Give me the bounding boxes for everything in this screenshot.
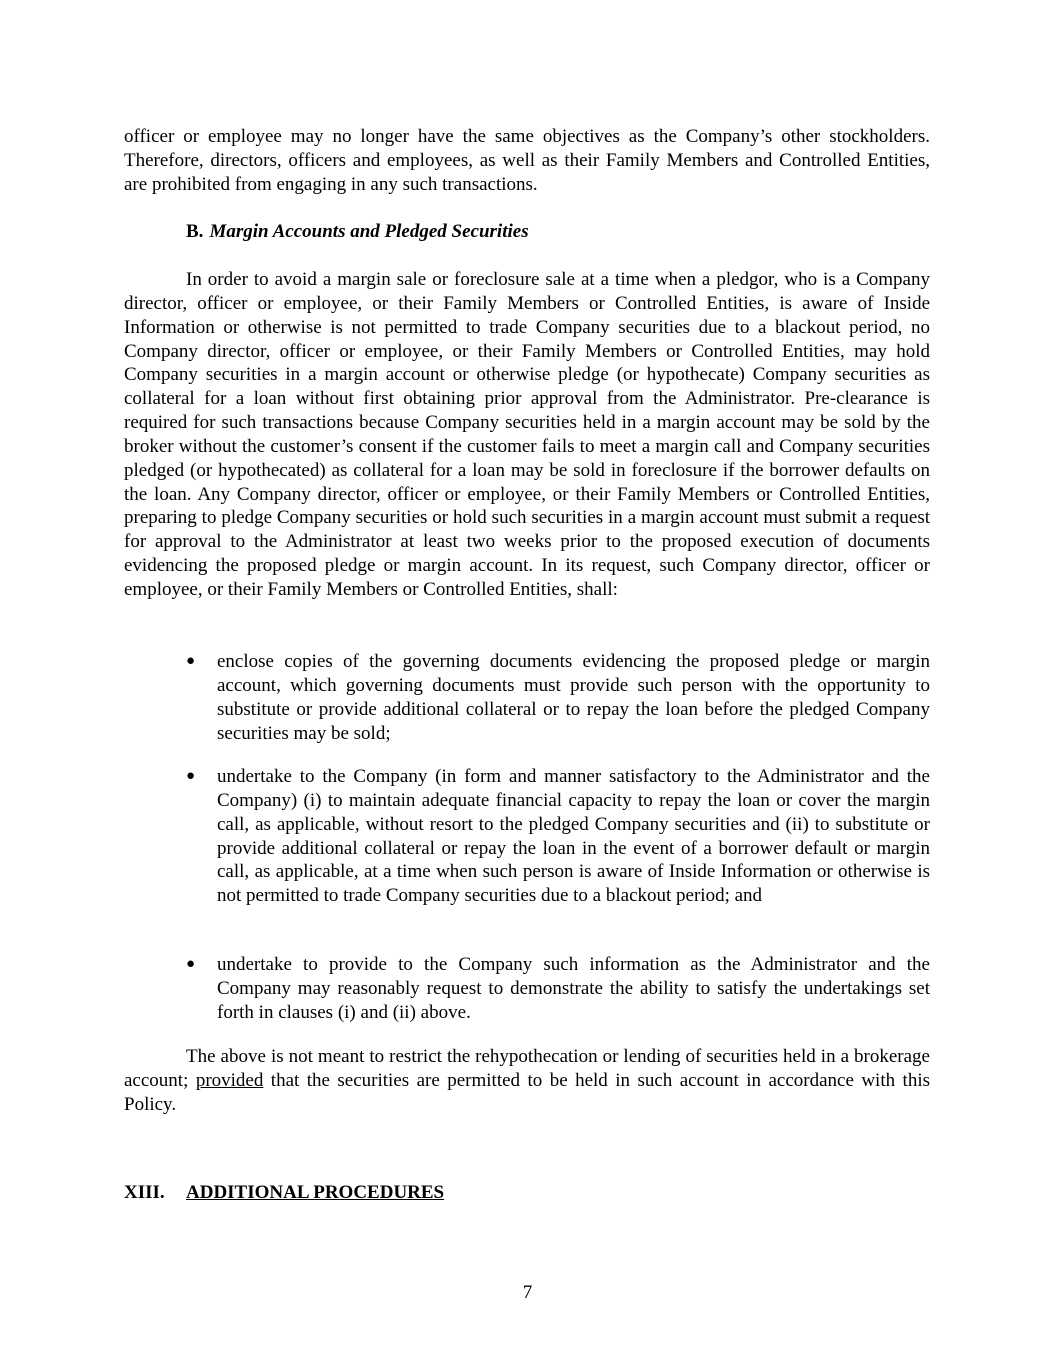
paragraph-rehypothecation — [124, 1045, 930, 1117]
bullet-text: undertake to provide to the Company such information as the Administrator and the Company may reasonably request to demonstrate the ability to satisfy the undertakings set forth in clauses (i) and (ii) above. — [217, 954, 930, 1023]
subsection-heading — [186, 220, 529, 244]
paragraph-continuation: officer or employee may no longer have the same objectives as the Company’s other stockholders. Therefore, directors, officers and employees, as well as their Family Members and Controlled Entities, are prohibited from engaging in any such transactions. — [124, 126, 930, 195]
provided-term: provided — [195, 1069, 264, 1091]
subsection-letter: B. — [186, 221, 204, 242]
bullet-text: undertake to the Company (in form and manner satisfactory to the Administrator and the Company) (i) to maintain adequate financial capacity to repay the loan or cover the margin call, as applicable, without resort to the pledged Company securities and (ii) to substitute or provide additional collateral or repay the loan in the event of a borrower default or margin call, as applicable, at a time when such person is aware of Inside Information or otherwise is not permitted to trade Company securities due to a blackout period; and — [217, 766, 930, 907]
bullet-text: enclose copies of the governing documents evidencing the proposed pledge or margin account, which governing documents must provide such person with the opportunity to substitute or provide additional collateral or to repay the loan before the pledged Company securities may be sold; — [217, 651, 930, 744]
bullet-icon: ● — [186, 653, 196, 669]
paragraph-margin-accounts: In order to avoid a margin sale or foreclosure sale at a time when a pledgor, who is a Company director, officer or employee, or their Family Members or Controlled Entities, is aware of Inside Information or otherwise is not permitted to trade Company securities due to a blackout period, no Company director, officer or employee, or their Family Members or Controlled Entities, may hold Company securities in a margin account or otherwise pledge (or hypothecate) Company securities as collateral for a loan without first obtaining prior approval from the Administrator. Pre-clearance is required for such transactions because Company securities held in a margin account may be sold by the broker without the customer’s consent if the customer fails to meet a margin call and Company securities pledged (or hypothecated) as collateral for a loan may be sold in foreclosure if the borrower defaults on the loan. Any Company director, officer or employee, or their Family Members or Controlled Entities, preparing to pledge Company securities or hold such securities in a margin account must submit a request for approval to the Administrator at least two weeks prior to the proposed execution of documents evidencing the proposed pledge or margin account. In its request, such Company director, officer or employee, or their Family Members or Controlled Entities, shall: — [124, 269, 930, 600]
bullet-icon: ● — [186, 768, 196, 784]
section-number: XIII. — [124, 1182, 165, 1203]
paragraph-text-after: that the securities are permitted to be held in such account in accordance with this Policy. — [124, 1069, 931, 1115]
paragraph-text-before: The above is not meant to restrict the rehypothecation or lending of securities held in a brokerage account; — [124, 1046, 930, 1091]
section-heading — [124, 1181, 444, 1205]
bullet-icon: ● — [186, 956, 196, 972]
section-title: ADDITIONAL PROCEDURES — [186, 1182, 445, 1203]
page-number: 7 — [522, 1282, 533, 1303]
subsection-title: Margin Accounts and Pledged Securities — [209, 221, 529, 242]
